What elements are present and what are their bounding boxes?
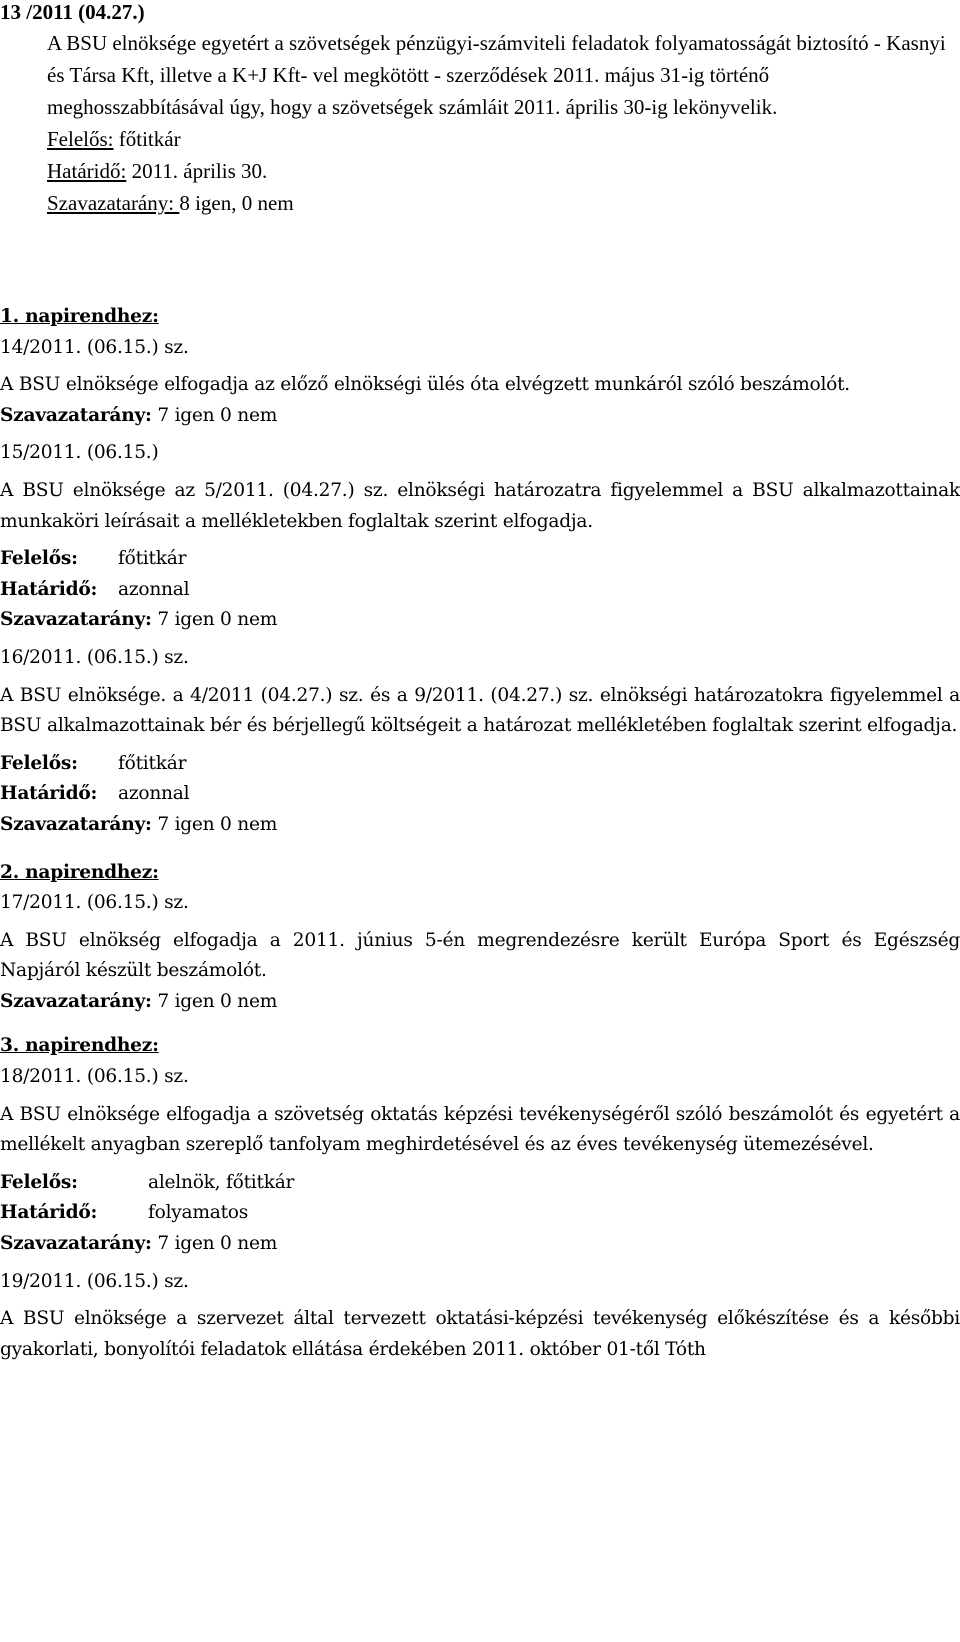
deadline-value: 2011. április 30. xyxy=(126,159,268,183)
deadline-label: Határidő: xyxy=(47,159,127,183)
vote-label: Szavazatarány: xyxy=(47,191,180,215)
agenda-1-title: 1. napirendhez: xyxy=(0,306,159,327)
resolution-13-vote xyxy=(47,187,947,219)
vote-value: 8 igen, 0 nem xyxy=(179,191,294,215)
resolution-14-text: A BSU elnöksége elfogadja az előző elnökségi ülés óta elvégzett munkáról szóló beszámolót. xyxy=(0,374,850,396)
responsible-label: Felelős: xyxy=(0,752,78,774)
resolution-13-block xyxy=(47,27,947,219)
agenda-3-title: 3. napirendhez: xyxy=(0,1035,159,1057)
vote-label: Szavazatarány: xyxy=(0,609,152,631)
vote-value: 7 igen 0 nem xyxy=(151,609,278,631)
resolution-17-vote xyxy=(0,987,960,1018)
responsible-value: főtitkár xyxy=(113,127,181,151)
resolution-14-id: 14/2011. (06.15.) sz. xyxy=(0,336,189,358)
responsible-value: főtitkár xyxy=(118,752,187,774)
resolution-15-vote xyxy=(0,605,960,636)
resolution-18-vote xyxy=(0,1229,960,1260)
resolution-13-text: A BSU elnöksége egyetért a szövetségek pénzügyi-számviteli feladatok folyamatosságát biztosító - Kasnyi és Társa Kft, illetve a K+J Kft- vel megkötött - szerződések 2011. május 31-ig történő meghosszabbításával úgy, hogy a szövetségek számláit 2011. április 30-ig lekönyvelik. xyxy=(47,31,946,119)
deadline-value: folyamatos xyxy=(148,1202,249,1224)
resolution-15-deadline xyxy=(0,575,960,606)
vote-label: Szavazatarány: xyxy=(0,990,152,1012)
vote-label: Szavazatarány: xyxy=(0,404,152,426)
responsible-value: főtitkár xyxy=(118,548,187,570)
resolution-18-responsible xyxy=(0,1168,960,1199)
vote-value: 7 igen 0 nem xyxy=(151,990,278,1012)
vote-label: Szavazatarány: xyxy=(0,813,152,835)
deadline-value: azonnal xyxy=(118,578,190,600)
deadline-label: Határidő: xyxy=(0,578,98,600)
resolution-16-deadline xyxy=(0,779,960,810)
resolution-16-text: A BSU elnöksége. a 4/2011 (04.27.) sz. és a 9/2011. (04.27.) sz. elnökségi határozatokra figyelemmel a BSU alkalmazottainak bér és bérjellegű költségeit a határozat mellékletében foglaltak szerint elfogadja. xyxy=(0,684,960,737)
vote-value: 7 igen 0 nem xyxy=(151,404,278,426)
resolution-16-id: 16/2011. (06.15.) sz. xyxy=(0,646,189,668)
responsible-value: alelnök, főtitkár xyxy=(148,1171,295,1193)
resolution-13-heading: 13 /2011 (04.27.) xyxy=(0,0,145,24)
resolution-18-deadline xyxy=(0,1198,960,1229)
resolution-15-text: A BSU elnöksége az 5/2011. (04.27.) sz. elnökségi határozatra figyelemmel a BSU alkalmazottainak munkaköri leírásait a mellékletekben foglaltak szerint elfogadja. xyxy=(0,479,960,532)
resolution-13-deadline xyxy=(47,155,947,187)
agenda-2-title: 2. napirendhez: xyxy=(0,861,159,883)
resolution-15-id: 15/2011. (06.15.) xyxy=(0,442,159,464)
resolution-15-responsible xyxy=(0,544,960,575)
responsible-label: Felelős: xyxy=(47,127,114,151)
resolution-18-id: 18/2011. (06.15.) sz. xyxy=(0,1066,189,1088)
resolution-16-responsible xyxy=(0,749,960,780)
deadline-label: Határidő: xyxy=(0,1202,98,1224)
resolution-14-vote xyxy=(0,401,960,432)
deadline-value: azonnal xyxy=(118,783,190,805)
vote-value: 7 igen 0 nem xyxy=(151,813,278,835)
resolution-17-text: A BSU elnökség elfogadja a 2011. június 5-én megrendezésre került Európa Sport és Egészség Napjáról készült beszámolót. xyxy=(0,929,960,982)
resolution-18-text: A BSU elnöksége elfogadja a szövetség oktatás képzési tevékenységéről szóló beszámolót és egyetért a mellékelt anyagban szereplő tanfolyam meghirdetésével és az éves tevékenység ütemezésével. xyxy=(0,1103,960,1156)
deadline-label: Határidő: xyxy=(0,783,98,805)
agenda-content xyxy=(0,302,960,1365)
resolution-16-vote xyxy=(0,810,960,841)
responsible-label: Felelős: xyxy=(0,1171,78,1193)
vote-label: Szavazatarány: xyxy=(0,1233,152,1255)
resolution-19-id: 19/2011. (06.15.) sz. xyxy=(0,1270,189,1292)
resolution-13-responsible xyxy=(47,123,947,155)
resolution-19-text: A BSU elnöksége a szervezet által tervezett oktatási-képzési tevékenység előkészítése és a későbbi gyakorlati, bonyolítói feladatok ellátása érdekében 2011. október 01-től Tóth xyxy=(0,1308,960,1360)
vote-value: 7 igen 0 nem xyxy=(151,1233,278,1255)
resolution-17-id: 17/2011. (06.15.) sz. xyxy=(0,892,189,914)
responsible-label: Felelős: xyxy=(0,548,78,570)
